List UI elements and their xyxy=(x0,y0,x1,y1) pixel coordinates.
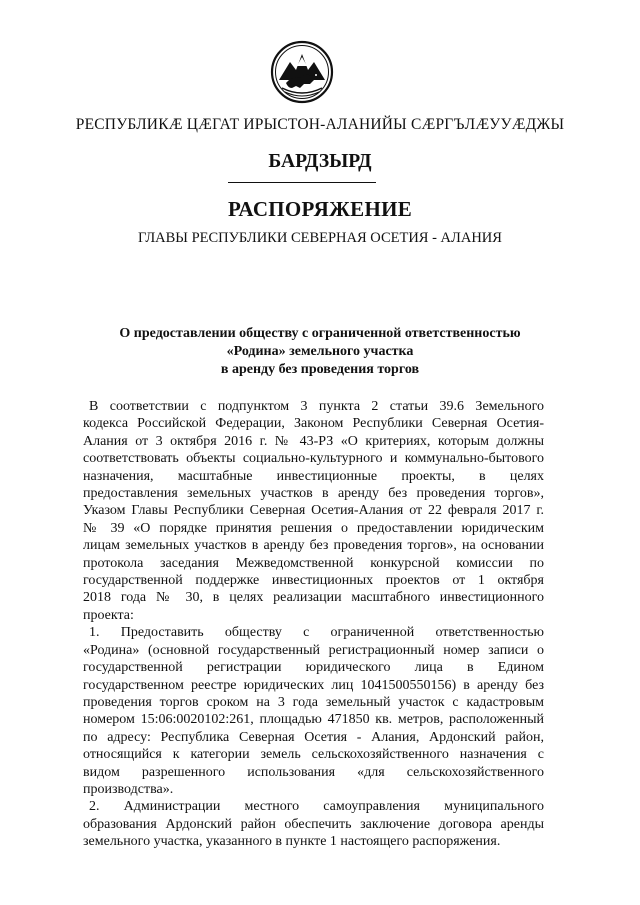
document-title xyxy=(60,325,580,379)
body-line: земельного участка, указанного в пункте 1 настоящего распоряжения. xyxy=(83,834,501,850)
body-line: проекта: xyxy=(83,607,134,623)
body-line: государственном реестре юридических лиц 1041500550156) в аренду без xyxy=(83,677,544,693)
body-line: соответствовать объекты социально-культурного и коммунально-бытового xyxy=(83,451,544,467)
title-line: «Родина» земельного участка xyxy=(226,344,414,359)
coat-of-arms-emblem xyxy=(270,40,334,104)
title-line: О предоставлении обществу с ограниченной ответственностью xyxy=(119,326,521,341)
body-line: относящийся к категории земель сельскохозяйственного назначения с xyxy=(83,747,544,763)
body-line: В соответствии с подпунктом 3 пункта 2 статьи 39.6 Земельного xyxy=(89,399,544,414)
decree-heading-ossetian: БАРДЗЫРД xyxy=(268,151,372,172)
body-line: по адресу: Республика Северная Осетия - Алания, Ардонский район, xyxy=(83,729,544,745)
body-line: Алания от 3 октября 2016 г. № 43-РЗ «О критериях, которым должны xyxy=(83,433,544,449)
document-body xyxy=(83,398,544,851)
body-line: № 39 «О порядке принятия решения о предоставлении юридическим xyxy=(83,520,544,536)
body-line: кодекса Российской Федерации, Законом Республики Северная Осетия- xyxy=(83,416,544,432)
decree-heading-russian: РАСПОРЯЖЕНИЕ xyxy=(227,197,413,221)
body-line: протокола заседания Межведомственной конкурсной комиссии по xyxy=(83,555,544,571)
body-line: предоставления земельных участков в аренду без проведения торгов», xyxy=(83,486,544,502)
issuer-line: ГЛАВЫ РЕСПУБЛИКИ СЕВЕРНАЯ ОСЕТИЯ - АЛАНИЯ xyxy=(138,230,502,246)
body-line: государственной регистрации юридического лица в Едином xyxy=(83,660,544,676)
title-line: в аренду без проведения торгов xyxy=(220,362,420,377)
body-line: номером 15:06:0020102:261, площадью 471850 кв. метров, расположенный xyxy=(83,712,544,728)
body-line: лицам земельных участков в аренду без проведения торгов», на основании xyxy=(83,538,544,554)
body-line: Указом Главы Республики Северная Осетия-Алания от 22 февраля 2017 г. xyxy=(83,503,544,519)
body-line: образования Ардонский район обеспечить заключение договора аренды xyxy=(83,816,544,832)
body-line: видом разрешенного использования «для сельскохозяйственного xyxy=(83,764,544,780)
body-line: 2. Администрации местного самоуправления муниципального xyxy=(89,799,544,815)
body-line: проведения торгов сроком на 3 года земельный участок с кадастровым xyxy=(83,694,544,710)
body-line: производства». xyxy=(83,781,174,797)
body-line: государственной поддержке инвестиционных проектов от 1 октября xyxy=(83,573,544,589)
heading-divider xyxy=(228,182,376,183)
body-line: назначения, масштабные инвестиционные проекты, в целях xyxy=(83,468,544,484)
body-line: 1. Предоставить обществу с ограниченной ответственностью xyxy=(89,625,544,641)
body-line: 2018 года № 30, в целях реализации масштабного инвестиционного xyxy=(83,590,544,606)
republic-name-ossetian: РЕСПУБЛИКӔ ЦӔГАТ ИРЫСТОН-АЛАНИЙЫ СӔРГЪЛӔУУӔДЖЫ xyxy=(75,116,565,133)
body-line: «Родина» (основной государственный регистрационный номер записи о xyxy=(83,642,544,658)
